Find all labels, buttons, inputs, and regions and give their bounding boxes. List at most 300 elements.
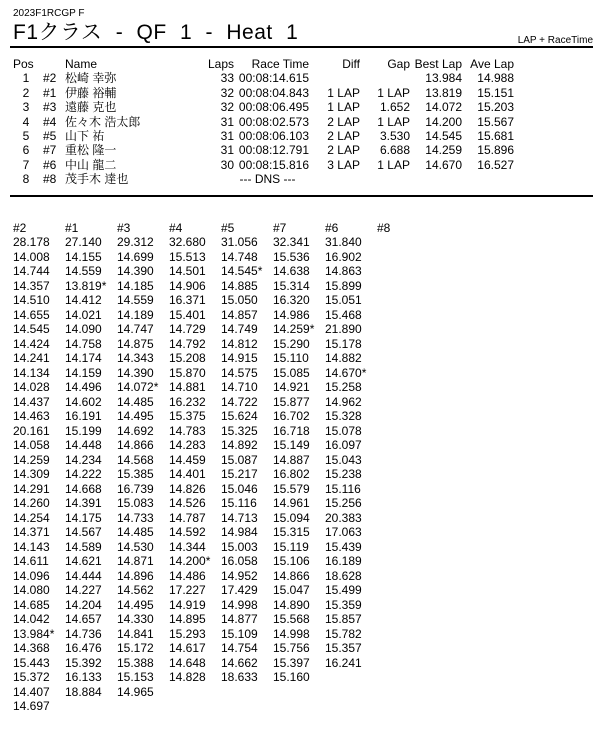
- lap-time-cell: 14.330: [117, 612, 154, 627]
- lap-time-cell: 14.758: [65, 336, 102, 351]
- lap-time-cell: 14.227: [65, 583, 102, 598]
- lap-time-cell: 15.375: [169, 409, 206, 424]
- col-header-race-time: Race Time: [251, 57, 309, 71]
- lap-time-cell: 16.241: [325, 655, 362, 670]
- lap-time-cell: 15.439: [325, 539, 362, 554]
- lap-time-cell: 14.828: [169, 670, 206, 685]
- lap-row: [13, 554, 429, 569]
- lap-time-cell: 14.526: [169, 496, 206, 511]
- lap-time-cell: 14.143: [13, 539, 50, 554]
- results-divider: [10, 195, 593, 197]
- lap-row: [13, 685, 429, 700]
- laps-cell: [205, 172, 234, 186]
- lap-time-cell: 15.085: [273, 365, 310, 380]
- lap-time-cell: 14.072*: [117, 380, 159, 395]
- lap-time-cell: 14.412: [65, 293, 102, 308]
- lap-time-cell: 14.254: [13, 510, 50, 525]
- lap-time-cell: 14.877: [221, 612, 258, 627]
- lap-time-cell: [169, 685, 221, 700]
- lap-time-cell: 14.984: [221, 525, 258, 540]
- lap-time-cell: 15.359: [325, 597, 362, 612]
- lap-time-cell: 14.962: [325, 394, 362, 409]
- lap-time-cell: 14.562: [117, 583, 154, 598]
- lap-time-cell: 14.895: [169, 612, 206, 627]
- lap-time-cell: 14.567: [65, 525, 102, 540]
- event-code: 2023F1RCGP F: [13, 8, 85, 19]
- lap-time-cell: 14.485: [117, 394, 154, 409]
- lap-time-cell: 14.611: [13, 554, 49, 569]
- lap-time-cell: 15.160: [273, 670, 310, 685]
- lap-time-cell: 14.495: [117, 409, 154, 424]
- race-time-cell: 00:08:14.615: [238, 71, 309, 86]
- lap-time-cell: 15.043: [325, 452, 362, 467]
- lap-time-cell: 14.368: [13, 641, 50, 656]
- lap-time-cell: [377, 540, 429, 555]
- car-number-cell: #2: [43, 71, 57, 86]
- best-lap-cell: [410, 172, 462, 186]
- lap-time-cell: 14.485: [117, 525, 154, 540]
- lap-time-cell: [377, 322, 429, 337]
- lap-time-cell: [325, 699, 377, 714]
- lap-time-cell: [377, 409, 429, 424]
- race-time-cell: --- DNS ---: [239, 172, 296, 187]
- lap-time-cell: 31.056: [221, 235, 258, 250]
- laps-cell: 31: [220, 114, 234, 129]
- lap-time-cell: 15.109: [221, 626, 258, 641]
- lap-time-cell: [377, 699, 429, 714]
- lap-time-cell: 14.096: [13, 568, 50, 583]
- lap-time-cell: 14.259: [13, 452, 50, 467]
- lap-time-cell: [377, 482, 429, 497]
- lap-row: [13, 453, 429, 468]
- lap-time-cell: [273, 699, 325, 714]
- lap-time-cell: 14.407: [13, 684, 50, 699]
- lap-row: [13, 279, 429, 294]
- pos-cell: 7: [22, 157, 30, 172]
- lap-header-row: [13, 221, 429, 236]
- lap-time-cell: 14.881: [169, 380, 206, 395]
- lap-col-header: #8: [377, 220, 391, 235]
- lap-time-cell: 14.589: [65, 539, 102, 554]
- lap-time-cell: 15.392: [65, 655, 102, 670]
- lap-time-cell: 14.747: [117, 322, 154, 337]
- lap-time-cell: 14.748: [221, 249, 258, 264]
- lap-time-cell: [65, 699, 117, 714]
- lap-row: [13, 250, 429, 265]
- lap-time-cell: 15.857: [325, 612, 362, 627]
- header-divider: [10, 46, 593, 48]
- gap-cell: 1 LAP: [377, 114, 410, 129]
- lap-time-cell: 14.744: [13, 264, 50, 279]
- lap-time-cell: 14.965: [117, 684, 154, 699]
- lap-time-cell: 14.915: [221, 351, 258, 366]
- lap-row: [13, 511, 429, 526]
- lap-row: [13, 540, 429, 555]
- lap-time-cell: 14.787: [169, 510, 206, 525]
- lap-row: [13, 235, 429, 250]
- lap-time-cell: 14.155: [65, 249, 102, 264]
- lap-time-cell: 14.444: [65, 568, 102, 583]
- lap-time-cell: 14.090: [65, 322, 102, 337]
- pos-cell: 1: [22, 71, 30, 86]
- lap-time-cell: 15.119: [273, 539, 309, 554]
- lap-row: [13, 598, 429, 613]
- lap-time-cell: 14.559: [117, 293, 154, 308]
- lap-time-cell: 27.140: [65, 235, 102, 250]
- lap-col-header: #6: [325, 220, 339, 235]
- lap-row: [13, 438, 429, 453]
- lap-time-cell: 14.501: [169, 264, 206, 279]
- lap-time-cell: [117, 699, 169, 714]
- col-header-best-lap: Best Lap: [414, 57, 462, 71]
- lap-row: [13, 264, 429, 279]
- lap-time-cell: 15.293: [169, 626, 206, 641]
- lap-time-cell: 14.670*: [325, 365, 367, 380]
- ave-lap-cell: 15.896: [477, 143, 514, 158]
- col-header-diff: Diff: [342, 57, 360, 71]
- lap-time-cell: 15.314: [273, 278, 310, 293]
- lap-time-cell: 15.003: [221, 539, 258, 554]
- lap-row: [13, 670, 429, 685]
- lap-time-cell: 14.309: [13, 467, 50, 482]
- lap-col-header: #7: [273, 220, 287, 235]
- driver-name-cell: 遠藤 克也: [65, 100, 117, 115]
- lap-time-cell: 14.390: [117, 264, 154, 279]
- lap-time-cell: 14.961: [273, 496, 310, 511]
- lap-time-cell: 15.083: [117, 496, 154, 511]
- lap-time-cell: 14.713: [221, 510, 258, 525]
- lap-row: [13, 612, 429, 627]
- lap-time-cell: 14.871: [117, 554, 154, 569]
- gap-cell: [360, 172, 410, 186]
- car-number-cell: #8: [43, 172, 57, 187]
- lap-time-cell: 14.697: [13, 699, 50, 714]
- lap-time-cell: 14.463: [13, 409, 50, 424]
- lap-time-cell: 14.058: [13, 438, 50, 453]
- best-lap-cell: 14.670: [425, 157, 462, 172]
- lap-time-cell: 14.655: [13, 307, 50, 322]
- lap-time-cell: [377, 366, 429, 381]
- ave-lap-cell: 14.988: [477, 71, 514, 86]
- lap-col-header: #3: [117, 220, 131, 235]
- lap-time-cell: 15.094: [273, 510, 310, 525]
- lap-time-cell: 14.530: [117, 539, 154, 554]
- lap-time-cell: [377, 685, 429, 700]
- results-table: [13, 57, 514, 187]
- lap-time-cell: 14.283: [169, 438, 206, 453]
- lap-time-cell: 15.401: [169, 307, 206, 322]
- lap-row: [13, 351, 429, 366]
- driver-name-cell: 茂手木 達也: [65, 172, 129, 187]
- lap-time-cell: [377, 264, 429, 279]
- lap-time-cell: 15.372: [13, 670, 50, 685]
- diff-cell: 2 LAP: [327, 143, 360, 158]
- lap-time-cell: 14.736: [65, 626, 102, 641]
- lap-time-cell: [377, 453, 429, 468]
- lap-row: [13, 322, 429, 337]
- lap-time-cell: [325, 685, 377, 700]
- lap-time-cell: [377, 569, 429, 584]
- results-row: [13, 71, 514, 85]
- lap-time-cell: 14.733: [117, 510, 154, 525]
- lap-time-cell: 32.341: [273, 235, 310, 250]
- lap-time-cell: 14.892: [221, 438, 258, 453]
- lap-time-cell: [273, 685, 325, 700]
- lap-time-cell: 15.568: [273, 612, 310, 627]
- lap-time-cell: 15.208: [169, 351, 206, 366]
- lap-time-cell: 14.885: [221, 278, 258, 293]
- lap-time-cell: 16.802: [273, 467, 310, 482]
- lap-time-cell: 14.486: [169, 568, 206, 583]
- lap-time-cell: 15.870: [169, 365, 206, 380]
- lap-time-cell: 14.866: [273, 568, 310, 583]
- lap-time-cell: 14.189: [117, 307, 154, 322]
- lap-time-cell: 17.063: [325, 525, 362, 540]
- lap-time-cell: 14.841: [117, 626, 154, 641]
- car-number-cell: #6: [43, 157, 57, 172]
- lap-time-cell: 15.153: [117, 670, 154, 685]
- lap-time-cell: 14.401: [169, 467, 206, 482]
- lap-time-cell: 14.617: [169, 641, 206, 656]
- lap-time-cell: 14.222: [65, 467, 102, 482]
- laps-cell: 31: [220, 129, 234, 144]
- lap-time-cell: 15.078: [325, 423, 362, 438]
- lap-time-cell: 18.628: [325, 568, 362, 583]
- lap-time-cell: 14.344: [169, 539, 206, 554]
- lap-time-cell: 14.241: [13, 351, 50, 366]
- gap-cell: 6.688: [379, 143, 410, 158]
- lap-time-cell: 15.536: [273, 249, 310, 264]
- car-number-cell: #4: [43, 114, 57, 129]
- lap-time-cell: 14.657: [65, 612, 102, 627]
- lap-time-cell: 15.178: [325, 336, 362, 351]
- lap-time-cell: 16.133: [65, 670, 102, 685]
- lap-time-cell: 14.685: [13, 597, 50, 612]
- lap-time-cell: 16.476: [65, 641, 102, 656]
- driver-name-cell: 伊藤 裕輔: [65, 85, 117, 100]
- pos-cell: 4: [22, 114, 30, 129]
- lap-row: [13, 395, 429, 410]
- col-header-laps: Laps: [207, 57, 234, 71]
- lap-time-cell: 14.998: [221, 597, 258, 612]
- lap-time-cell: 14.952: [221, 568, 258, 583]
- diff-cell: 2 LAP: [327, 129, 360, 144]
- lap-time-cell: 21.890: [325, 322, 362, 337]
- lap-time-cell: [377, 380, 429, 395]
- lap-time-cell: [221, 699, 273, 714]
- lap-row: [13, 525, 429, 540]
- lap-time-cell: [377, 424, 429, 439]
- driver-name-cell: 松崎 幸弥: [65, 71, 117, 86]
- lap-time-cell: 17.429: [221, 583, 258, 598]
- lap-time-cell: 20.383: [325, 510, 362, 525]
- lap-time-cell: 16.320: [273, 293, 310, 308]
- lap-col-header: #2: [13, 220, 27, 235]
- gap-cell: [360, 71, 410, 85]
- lap-time-cell: 15.499: [325, 583, 362, 598]
- lap-time-cell: 14.729: [169, 322, 206, 337]
- lap-time-cell: 15.782: [325, 626, 362, 641]
- lap-time-cell: 14.021: [65, 307, 102, 322]
- lap-time-cell: 14.692: [117, 423, 154, 438]
- lap-time-cell: [377, 395, 429, 410]
- lap-time-cell: 14.204: [65, 597, 102, 612]
- lap-time-cell: [377, 337, 429, 352]
- lap-time-cell: 15.047: [273, 583, 310, 598]
- lap-time-cell: [377, 598, 429, 613]
- lap-time-cell: 14.783: [169, 423, 206, 438]
- lap-time-cell: 14.919: [169, 597, 206, 612]
- lap-time-cell: 14.200*: [169, 554, 211, 569]
- lap-col-header: #4: [169, 220, 183, 235]
- lap-time-cell: 16.718: [273, 423, 310, 438]
- lap-time-cell: 15.110: [273, 351, 309, 366]
- lap-time-cell: [377, 438, 429, 453]
- lap-time-cell: 15.325: [221, 423, 258, 438]
- lap-time-cell: 14.371: [13, 525, 50, 540]
- lap-time-cell: [377, 279, 429, 294]
- lap-time-cell: [377, 583, 429, 598]
- lap-time-cell: 15.388: [117, 655, 154, 670]
- race-time-cell: 00:08:06.103: [238, 129, 309, 144]
- lap-col-header: #5: [221, 220, 235, 235]
- col-header-pos: Pos: [13, 57, 34, 71]
- driver-name-cell: 重松 隆一: [65, 143, 117, 158]
- lap-time-cell: 14.887: [273, 452, 310, 467]
- lap-row: [13, 627, 429, 642]
- lap-row: [13, 569, 429, 584]
- car-number-cell: #7: [43, 143, 57, 158]
- lap-time-cell: 14.648: [169, 655, 206, 670]
- col-header-name: Name: [65, 57, 98, 71]
- lap-row: [13, 337, 429, 352]
- lap-time-cell: 14.754: [221, 641, 258, 656]
- lap-time-cell: [377, 612, 429, 627]
- lap-time-cell: 15.087: [221, 452, 258, 467]
- lap-time-cell: 14.559: [65, 264, 102, 279]
- lap-time-cell: 14.568: [117, 452, 154, 467]
- lap-row: [13, 656, 429, 671]
- lap-time-cell: 15.385: [117, 467, 154, 482]
- lap-row: [13, 409, 429, 424]
- lap-time-cell: 14.424: [13, 336, 50, 351]
- driver-name-cell: 佐々木 浩太郎: [65, 114, 141, 129]
- race-time-cell: 00:08:06.495: [238, 100, 309, 115]
- ave-lap-cell: 15.681: [477, 129, 514, 144]
- lap-time-cell: [377, 351, 429, 366]
- results-row: [13, 115, 514, 129]
- lap-time-cell: [377, 641, 429, 656]
- lap-time-cell: 15.357: [325, 641, 362, 656]
- lap-time-cell: 16.191: [65, 409, 102, 424]
- pos-cell: 5: [22, 129, 30, 144]
- car-number-cell: #1: [43, 85, 57, 100]
- lap-time-cell: 15.899: [325, 278, 362, 293]
- lap-time-cell: 14.602: [65, 394, 102, 409]
- lap-time-cell: [377, 250, 429, 265]
- lap-time-cell: 16.739: [117, 481, 154, 496]
- lap-time-cell: 15.116: [221, 496, 257, 511]
- lap-time-cell: 14.710: [221, 380, 258, 395]
- lap-row: [13, 482, 429, 497]
- laps-cell: 32: [220, 100, 234, 115]
- lap-time-cell: 14.448: [65, 438, 102, 453]
- lap-row: [13, 699, 429, 714]
- lap-time-cell: 15.238: [325, 467, 362, 482]
- lap-time-cell: 15.106: [273, 554, 310, 569]
- lap-row: [13, 641, 429, 656]
- lap-time-cell: 14.343: [117, 351, 154, 366]
- lap-time-cell: [377, 554, 429, 569]
- lap-time-cell: 14.510: [13, 293, 50, 308]
- race-time-cell: 00:08:02.573: [238, 114, 309, 129]
- lap-time-cell: 14.545: [13, 322, 50, 337]
- lap-time-cell: 14.159: [65, 365, 102, 380]
- lap-time-cell: 14.357: [13, 278, 50, 293]
- lap-time-cell: 15.046: [221, 481, 258, 496]
- car-number-cell: #3: [43, 100, 57, 115]
- lap-col-header: #1: [65, 220, 79, 235]
- lap-row: [13, 380, 429, 395]
- results-body: [13, 71, 514, 186]
- lap-time-cell: 14.575: [221, 365, 258, 380]
- lap-time-cell: 14.459: [169, 452, 206, 467]
- driver-name-cell: 中山 龍二: [65, 157, 117, 172]
- lap-time-cell: 16.189: [325, 554, 362, 569]
- lap-time-cell: 17.227: [169, 583, 206, 598]
- lap-time-cell: [325, 670, 377, 685]
- lap-time-cell: 14.792: [169, 336, 206, 351]
- lap-time-cell: [169, 699, 221, 714]
- gap-cell: 1.652: [379, 100, 410, 115]
- lap-time-cell: 18.884: [65, 684, 102, 699]
- laps-cell: 32: [220, 85, 234, 100]
- lap-row: [13, 583, 429, 598]
- pos-cell: 3: [22, 100, 30, 115]
- results-row: [13, 129, 514, 143]
- gap-cell: 3.530: [379, 129, 410, 144]
- results-row: [13, 172, 514, 186]
- lap-time-cell: 14.890: [273, 597, 310, 612]
- lap-time-cell: 14.185: [117, 278, 154, 293]
- lap-time-cell: 15.217: [221, 467, 258, 482]
- diff-cell: 1 LAP: [327, 85, 360, 100]
- lap-time-cell: 16.097: [325, 438, 362, 453]
- lap-time-cell: 15.116: [325, 481, 361, 496]
- best-lap-cell: 14.200: [425, 114, 462, 129]
- lap-time-cell: 29.312: [117, 235, 154, 250]
- lap-time-cell: [377, 496, 429, 511]
- lap-time-cell: 14.592: [169, 525, 206, 540]
- lap-time-cell: 14.134: [13, 365, 50, 380]
- lap-time-cell: 14.390: [117, 365, 154, 380]
- lap-time-cell: 14.621: [65, 554, 102, 569]
- lap-time-cell: 16.902: [325, 249, 362, 264]
- lap-time-cell: 14.882: [325, 351, 362, 366]
- lap-time-cell: 14.028: [13, 380, 50, 395]
- results-row: [13, 100, 514, 114]
- lap-row: [13, 308, 429, 323]
- lap-time-cell: 14.866: [117, 438, 154, 453]
- lap-time-cell: 15.513: [169, 249, 206, 264]
- lap-time-cell: 14.722: [221, 394, 258, 409]
- lap-time-cell: 14.826: [169, 481, 206, 496]
- results-row: [13, 158, 514, 172]
- lap-time-cell: 15.258: [325, 380, 362, 395]
- lap-time-cell: 14.391: [65, 496, 102, 511]
- lap-time-cell: 14.638: [273, 264, 310, 279]
- lap-time-cell: 20.161: [13, 423, 50, 438]
